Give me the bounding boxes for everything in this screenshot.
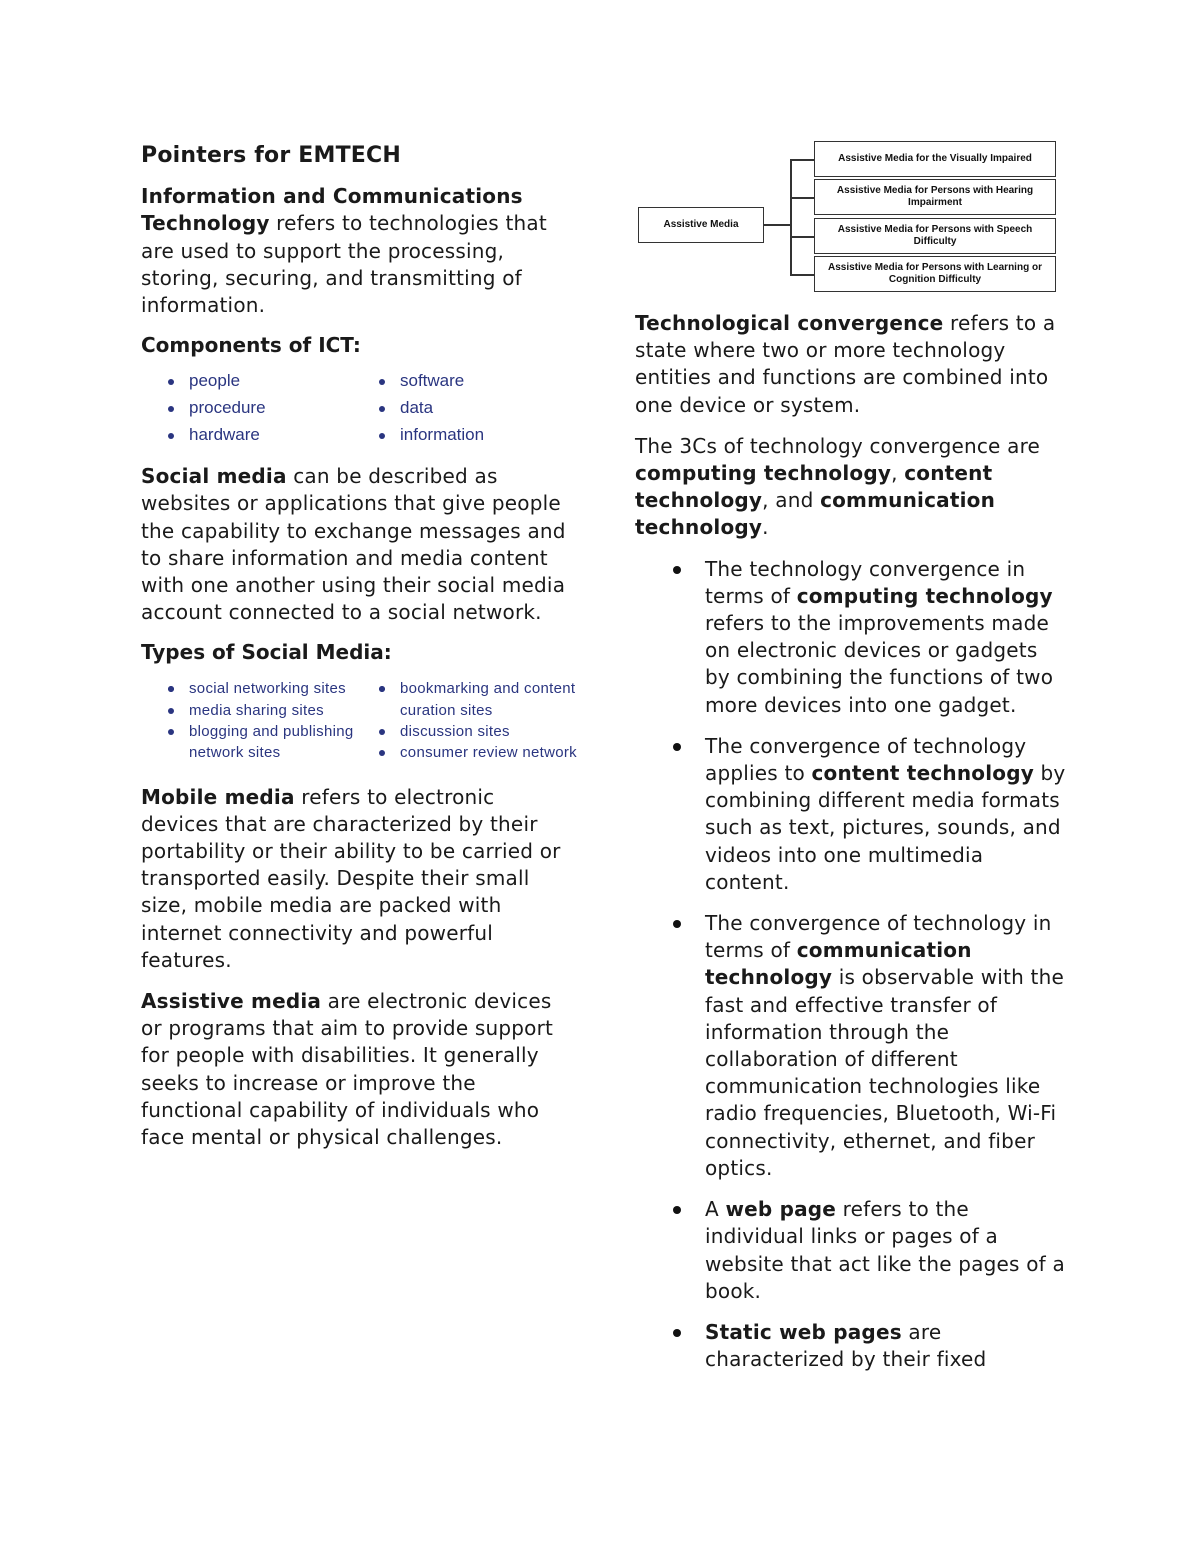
bullet-text: The convergence of technology in terms of bbox=[705, 911, 1052, 963]
assistive-media-definition: are electronic devices or programs that aim to provide support for people with disabilities. It generally seeks to increase or improve the functional capability of individuals who face mental or physical challenges. bbox=[141, 989, 554, 1150]
list-item: media sharing sites bbox=[168, 700, 379, 721]
list-item: discussion sites bbox=[379, 721, 579, 742]
types-list bbox=[168, 678, 577, 763]
bullet-term: content technology bbox=[811, 761, 1034, 786]
bullet-text: The convergence of technology applies to bbox=[705, 733, 1027, 786]
types-column-1 bbox=[168, 678, 379, 763]
diagram-connector bbox=[790, 236, 814, 238]
bullet-term: computing technology bbox=[796, 583, 1053, 608]
convergence-paragraph bbox=[635, 310, 1067, 419]
three-cs-separator: , bbox=[891, 461, 905, 486]
bullet-term: web page bbox=[725, 1197, 837, 1222]
assistive-media-paragraph bbox=[141, 988, 573, 1151]
list-item: software bbox=[379, 371, 579, 391]
bullet-text: is observable with the fast and effective transfer of information through the collaboration of different communication technologies like radio frequencies, Bluetooth, Wi-Fi connectivity, ethernet, and fiber optics. bbox=[705, 965, 1064, 1180]
list-item: information bbox=[379, 425, 579, 445]
three-cs-intro: The 3Cs of technology convergence are bbox=[635, 433, 1041, 458]
bullet-term: communication technology bbox=[705, 938, 972, 990]
bullet-text: refers to the improvements made on electronic devices or gadgets by combining the functions of two more devices into one gadget. bbox=[705, 611, 1054, 717]
three-cs-separator: , and bbox=[762, 488, 821, 513]
list-item: procedure bbox=[168, 398, 379, 418]
mobile-media-definition: refers to electronic devices that are characterized by their portability or their ability to be carried or transported easily. Despite their small size, mobile media are packed with internet connectivity and powerful features. bbox=[141, 784, 561, 972]
diagram-child-box: Assistive Media for Persons with Speech Difficulty bbox=[814, 218, 1056, 254]
bullet-text: A bbox=[705, 1197, 726, 1222]
ict-definition: refers to technologies that are used to support the processing, storing, securing, and transmitting of information. bbox=[141, 211, 547, 318]
ict-term-line2: Technology bbox=[141, 211, 270, 236]
components-heading: Components of ICT: bbox=[141, 333, 361, 358]
assistive-media-diagram bbox=[636, 140, 1060, 292]
diagram-child-box: Assistive Media for Persons with Hearing Impairment bbox=[814, 179, 1056, 215]
list-item: people bbox=[168, 371, 379, 391]
left-column bbox=[141, 140, 577, 1165]
list-item: consumer review network bbox=[379, 742, 579, 763]
list-item: bookmarking and content curation sites bbox=[379, 678, 579, 721]
bullet-term: Static web pages bbox=[705, 1319, 902, 1344]
three-cs-content: content technology bbox=[635, 461, 993, 513]
types-heading: Types of Social Media: bbox=[141, 640, 392, 665]
bullet-text: refers to the individual links or pages of a website that act like the pages of a book. bbox=[705, 1197, 1065, 1303]
diagram-child-box: Assistive Media for Persons with Learning or Cognition Difficulty bbox=[814, 256, 1056, 292]
diagram-connector bbox=[790, 274, 814, 276]
bullet-text: are characterized by their fixed bbox=[705, 1319, 987, 1372]
diagram-connector bbox=[790, 159, 814, 161]
list-item: hardware bbox=[168, 425, 379, 445]
ict-paragraph bbox=[141, 183, 573, 319]
list-item bbox=[635, 1319, 1067, 1373]
three-cs-paragraph bbox=[635, 433, 1067, 542]
social-media-term: Social media bbox=[141, 464, 287, 489]
page-title: Pointers for EMTECH bbox=[141, 143, 401, 168]
convergence-definition: refers to a state where two or more technology entities and functions are combined into one device or system. bbox=[635, 311, 1056, 417]
mobile-media-term: Mobile media bbox=[141, 784, 295, 809]
list-item: data bbox=[379, 398, 579, 418]
list-item bbox=[635, 556, 1067, 719]
list-item bbox=[635, 910, 1067, 1182]
diagram-root-box: Assistive Media bbox=[638, 207, 764, 243]
diagram-child-box: Assistive Media for the Visually Impaired bbox=[814, 141, 1056, 177]
ict-term-line1: Information and Communications bbox=[141, 184, 523, 209]
list-item: blogging and publishing network sites bbox=[168, 721, 379, 764]
diagram-connector bbox=[790, 159, 792, 275]
diagram-connector bbox=[764, 224, 790, 226]
social-media-paragraph bbox=[141, 463, 573, 626]
convergence-term: Technological convergence bbox=[635, 311, 944, 335]
diagram-connector bbox=[790, 197, 814, 199]
bullet-text: The technology convergence in terms of bbox=[705, 556, 1026, 608]
list-item bbox=[635, 733, 1067, 896]
list-item bbox=[635, 1196, 1067, 1305]
list-item: social networking sites bbox=[168, 678, 379, 699]
bullet-text: by combining different media formats such as text, pictures, sounds, and videos into one multimedia content. bbox=[705, 761, 1066, 894]
three-cs-communication: communication technology bbox=[635, 488, 996, 540]
mobile-media-paragraph bbox=[141, 784, 573, 974]
assistive-media-term: Assistive media bbox=[141, 989, 322, 1014]
right-column bbox=[635, 310, 1067, 1387]
components-list bbox=[168, 371, 573, 445]
types-column-2 bbox=[379, 678, 579, 763]
social-media-definition: can be described as websites or applications that give people the capability to exchange messages and to share information and media content with one another using their social media account connected to a social network. bbox=[141, 464, 566, 625]
three-cs-computing: computing technology bbox=[635, 461, 892, 486]
three-cs-period: . bbox=[762, 515, 769, 540]
convergence-bullets bbox=[635, 556, 1067, 1374]
